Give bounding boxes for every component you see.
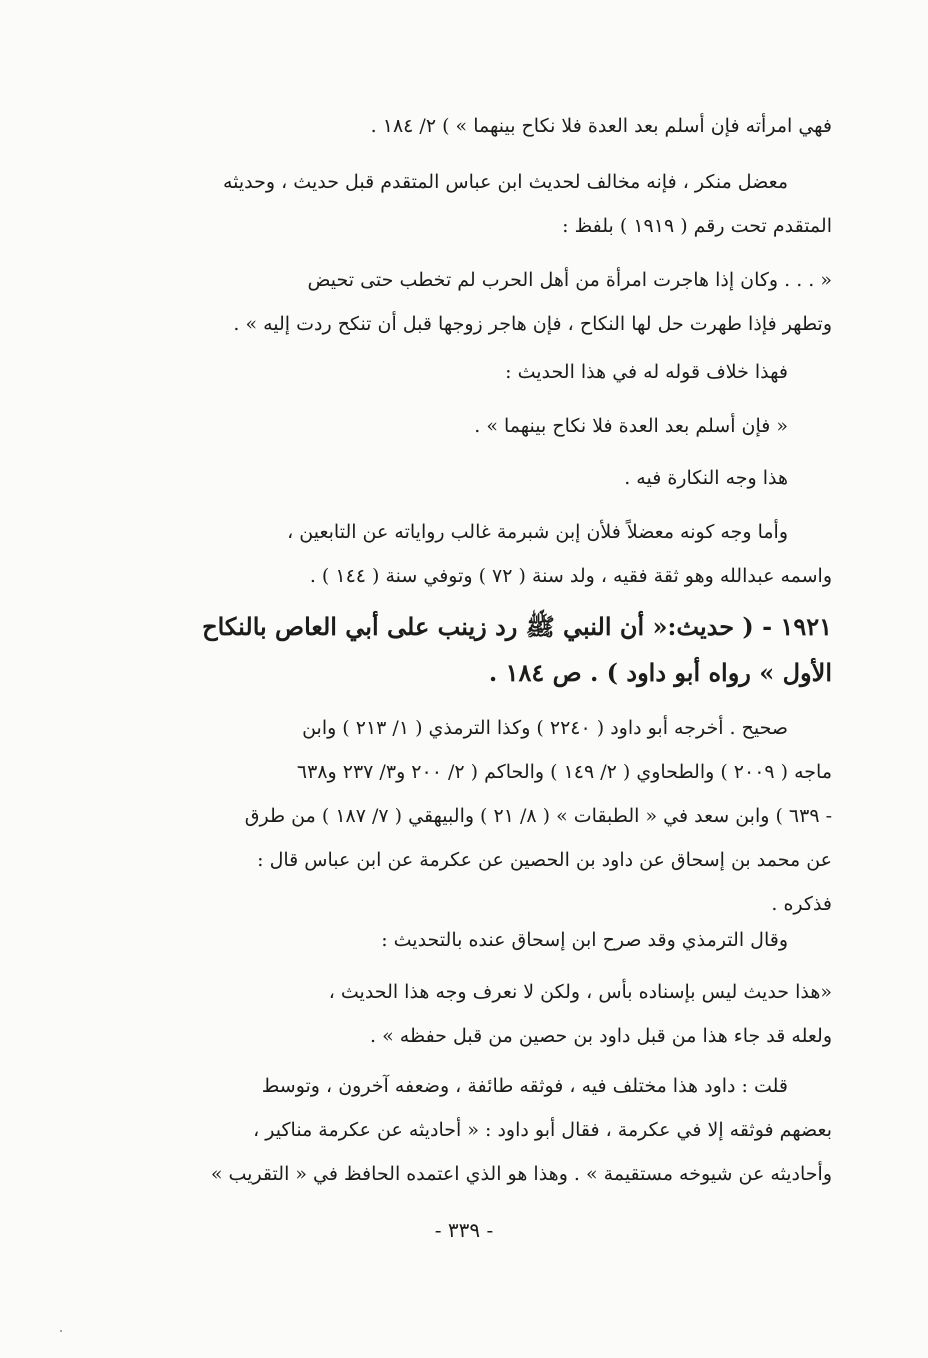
text-line: - ٦٣٩ ) وابن سعد في « الطبقات » ( ٨/ ٢١ ) والبيهقي ( ٧/ ١٨٧ ) من طرق [244,805,832,827]
page-number: - ٣٣٩ - [434,1218,494,1242]
text-line: قلت : داود هذا مختلف فيه ، فوثقه طائفة ، وضعفه آخرون ، وتوسط [261,1075,788,1097]
paragraph-takhrij [150,706,832,926]
paragraph-dawud [150,1064,832,1196]
text-line: بعضهم فوثقه إلا في عكرمة ، فقال أبو داود : « أحاديثه عن عكرمة مناكير ، [253,1119,832,1141]
heading-line: ١٩٢١ - ( حديث:« أن النبي ﷺ رد زينب على أبي العاص بالنكاح [202,612,832,641]
heading-line: الأول » رواه أبو داود ) . ص ١٨٤ . [488,658,832,687]
text-line: واسمه عبدالله وهو ثقة فقيه ، ولد سنة ( ٧٢ ) وتوفي سنة ( ١٤٤ ) . [309,565,832,587]
text-line: فذكره . [771,893,832,915]
text-line: « . . . وكان إذا هاجرت امرأة من أهل الحرب لم تخطب حتى تحيض [307,269,832,291]
text-line: وقال الترمذي وقد صرح ابن إسحاق عنده بالتحديث : [381,929,788,951]
paragraph-contrast [150,350,832,394]
paragraph-quote-1 [150,258,832,346]
text-line: معضل منكر ، فإنه مخالف لحديث ابن عباس المتقدم قبل حديث ، وحديثه [222,171,788,193]
paragraph-quote-2 [150,404,832,448]
paragraph-ruling [150,160,832,248]
paragraph-quote-3 [150,970,832,1058]
text-line: ولعله قد جاء هذا من قبل داود بن حصين من قبل حفظه » . [370,1025,832,1047]
scan-speck [60,1330,62,1332]
text-line: وأما وجه كونه معضلاً فلأن إبن شبرمة غالب رواياته عن التابعين ، [287,521,788,543]
paragraph-tirmidhi [150,918,832,962]
paragraph-hadith-end [150,104,832,148]
hadith-heading-1921 [150,604,832,696]
text-line: وتطهر فإذا طهرت حل لها النكاح ، فإن هاجر زوجها قبل أن تنكح ردت إليه » . [233,313,832,335]
paragraph-mudal [150,510,832,598]
text-line: «هذا حديث ليس بإسناده بأس ، ولكن لا نعرف وجه هذا الحديث ، [328,981,832,1003]
text-line: ماجه ( ٢٠٠٩ ) والطحاوي ( ٢/ ١٤٩ ) والحاكم ( ٢/ ٢٠٠ و٣/ ٢٣٧ و٦٣٨ [296,761,832,783]
text-line: « فإن أسلم بعد العدة فلا نكاح بينهما » . [474,415,788,437]
text-line: وأحاديثه عن شيوخه مستقيمة » . وهذا هو الذي اعتمده الحافظ في « التقريب » [210,1163,832,1185]
text-line: فهذا خلاف قوله له في هذا الحديث : [505,361,788,383]
text-line: فهي امرأته فإن أسلم بعد العدة فلا نكاح بينهما » ) ٢/ ١٨٤ . [370,115,832,137]
text-line: صحيح . أخرجه أبو داود ( ٢٢٤٠ ) وكذا الترمذي ( ١/ ٢١٣ ) وابن [302,717,788,739]
paragraph-nakara [150,456,832,500]
text-line: المتقدم تحت رقم ( ١٩١٩ ) بلفظ : [562,215,832,237]
text-line: عن محمد بن إسحاق عن داود بن الحصين عن عكرمة عن ابن عباس قال : [257,849,832,871]
text-line: هذا وجه النكارة فيه . [624,467,788,489]
